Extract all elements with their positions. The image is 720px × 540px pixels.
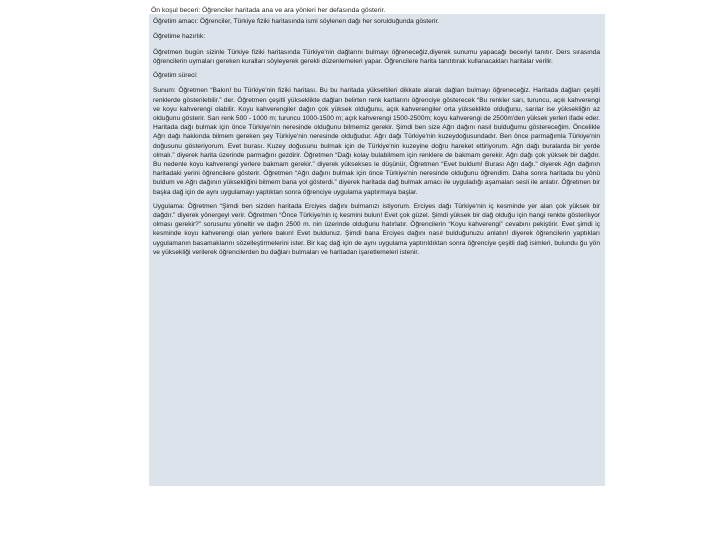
process-label: Öğretim süreci: <box>153 72 198 79</box>
practice-paragraph: Uygulama: Öğretmen “Şimdi ben sizden haritada Erciyes dağını bulmanızı istiyorum. Erciyes dağı Türkiye'nin iç kesminde yer alan çok yüksek bir dağdır.” diyerek yönergeyi verir. Öğretmen “Önce Türkiye'nin iç kesmini bulun! Evet çok güzel. Şimdi yüksek bir dağ olduğu için hangi renkte gösterilıyor olması gerekir?” sorusunu yöneltir ve dağın 2500 m. nin üzerinde olduğunu hatırlatır. Öğrencilerin “Koyu kahverengi” cevabını pekiştirir. Evet şimdi iç kesminde koyu kahverengi olan yerlere bakın! Evet buldunuz. Şimdi bana Erciyes dağını nasıl bulduğunuzu anlatın! diyerek öğrencilerin yaptıkları uygulamanın basamaklarını sözelleştirmelerini ister. Bir kaç dağ için de aynı uygulama yaptırıldıktan sonra öğrenciye çeşitli dağ isimleri, bulundu ğu yön ve yüksekliği verilerek öğrencilerden bu dağları bulmaları ve haritadan işaretlemeleri istenir. <box>153 202 600 256</box>
objective-line: Öğretim amacı: Öğrenciler, Türkiye fiziki haritasında ismi söylenen dağı her sorulduğunda gösterir. <box>153 18 440 25</box>
preparation-paragraph: Öğretmen bugün sizinle Türkiye fiziki haritasında Türkiye'nin dağlarını bulmayı öğreneceğiz,diyerek sunumu yapacağı beceriyi tanıtır. Ders sırasında öğrencilerin uymaları gereken kuralları söyleyerek gerekli düzenlemeleri yapar. Öğrencilere harita tanıtıtırak kullanacakları haritalar verilir. <box>153 48 600 65</box>
page-header-line: Ön koşul beceri: Öğrenciler haritada ana ve ara yönleri her defasında gösterir. <box>151 7 386 14</box>
modeling-paragraph: Sunum: Öğretmen “Bakın! bu Türkiye'nin fiziki haritası. Bu bu haritada yükseltileri dikkate alarak dağları bulmayı öğreneceğiz. Haritada dağları çeşitli renklerde gösterilebilir.” der. Öğretmen çeşitli yükseklikte dağları belirten renk kartlarını öğrenciye gösterecek “Bu renkler sarı, turuncu, açık kahverengi ve koyu kahverengi olabilir. Koyu kahverengiler dağın çok yüksek olduğunu, açık kahverengiler orta yükseklikte olduğunu, sarılar ise yüksekliğin az olduğunu gösterir. Sarı renk 500 - 1000 m; turuncu 1000-1500 m; açık kahverengi 1500-2500m; koyu kahverengi de 2500m'den yüksek yerleri ifade eder. Haritada dağı bulmak için önce Türkiye'nin neresinde olduğunu bilmemiz gerekir. Şimdi ben size Ağrı dağını nasıl bulduğumu göstereceğim. Öncelikle Ağrı dağı hakkında bilmem gereken şey Türkiye'nin neresinde olduğudur. Ağrı dağı Türkiye'nin kuzeydoğusundadır. Ben önce parmağımla Türkiye'nin doğusunu gösteriyorum. Evet burası. Kuzey doğusunu bulmak için de Türkiye'nin kuzeyine doğru hareket ettiriyorum. Ağrı dağı buralarda bir yerde olmalı.” diyerek harita üzerinde parmağını gezdirir. Öğretmen “Dağı kolay bulabilmem için renklere de bakmam gerekir. Ağrı dağı çok yüksek bir dağdır. Bu nedenle koyu kahverengi yerlere bakmam gerekir.” diyerek yüksekses le düşünür, Öğretmen “Evet buldum! Burası Ağrı dağı.” diyerek Ağrı dağının haritadaki yerini öğrencilere gösterir. Öğretmen “Ağrı dağını bulmak için önce Türkiye'nin neresinde olduğunu öğrendim. Daha sonra haritada bu yönü buldum ve Ağrı dağının yüksekliğini bilmem bana yol gösterdi.” diyerek haritada dağ bulmak amacı ile uyguladığı aşamaları sesli ile anlatır. Öğretmen bir başka dağ için de aynı uygulamayı yaptıktan sonra öğrenciye uygulama yaptırmaya başlar. <box>153 87 600 196</box>
document-panel <box>149 14 605 486</box>
preparation-label: Öğretime hazırlık: <box>153 33 206 41</box>
